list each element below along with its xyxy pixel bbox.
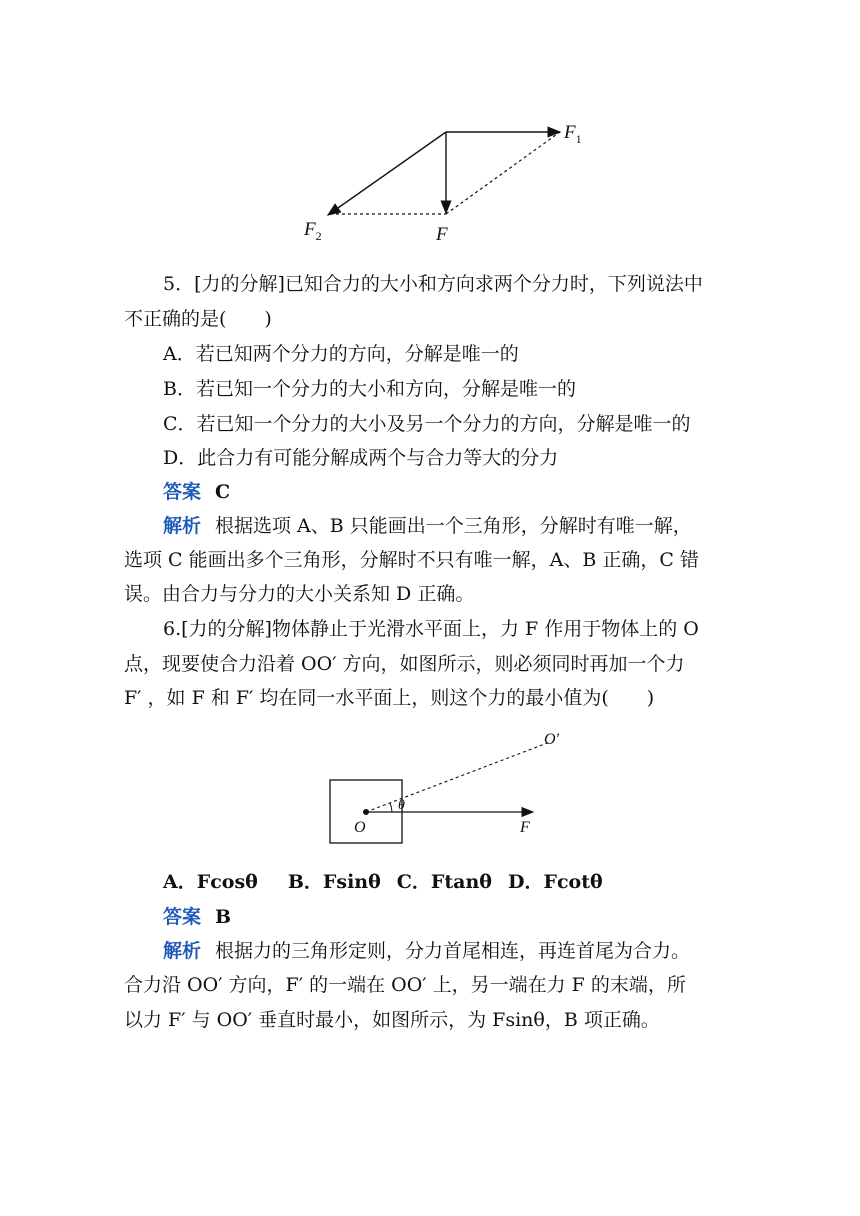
dashed-diagonal [446, 132, 560, 214]
dashed-oo-prime [366, 742, 550, 812]
q5-answer-value: C [215, 481, 231, 503]
label-force-f: F [520, 819, 530, 836]
q5-stem-line1: 5．[力的分解]已知合力的大小和方向求两个分力时，下列说法中 [163, 273, 703, 295]
q5-stem-line2: 不正确的是( ) [124, 308, 272, 330]
q6-stem-line2: 点，现要使合力沿着 OO′ 方向，如图所示，则必须同时再加一个力 [124, 653, 685, 675]
q6-option-c: C．Ftanθ [396, 871, 492, 893]
label-f: F [436, 224, 448, 245]
label-f2: $F_2$ [304, 219, 322, 243]
q6-analysis-text1: 根据力的三角形定则，分力首尾相连，再连首尾为合力。 [215, 940, 691, 962]
q5-option-c: C．若已知一个分力的大小及另一个分力的方向，分解是唯一的 [163, 413, 691, 435]
arrow-f2 [328, 132, 446, 215]
q6-analysis-line1 [163, 939, 783, 963]
q6-option-a: A．Fcosθ [163, 871, 258, 893]
q5-analysis-text1: 根据选项 A、B 只能画出一个三角形，分解时有唯一解， [215, 515, 692, 537]
q5-option-a: A．若已知两个分力的方向，分解是唯一的 [163, 343, 519, 365]
q6-answer-value: B [215, 906, 232, 928]
q5-answer [163, 480, 783, 504]
point-o [363, 809, 369, 815]
q6-answer-label: 答案 [163, 906, 202, 928]
q5-analysis-line3: 误。由合力与分力的大小关系知 D 正确。 [124, 583, 475, 605]
label-f1: $F_1$ [564, 122, 582, 146]
q6-answer [163, 905, 783, 929]
q6-analysis-line3: 以力 F′ 与 OO′ 垂直时最小，如图所示，为 Fsinθ，B 项正确。 [124, 1009, 660, 1031]
label-theta: θ [398, 798, 405, 813]
label-o: O [354, 819, 366, 836]
q6-stem-line3: F′ ，如 F 和 F′ 均在同一水平面上，则这个力的最小值为( ) [124, 687, 655, 709]
q6-analysis-label: 解析 [163, 940, 202, 962]
force-parallelogram-figure [290, 105, 610, 255]
angle-arc [390, 803, 392, 812]
q5-analysis-line2: 选项 C 能画出多个三角形，分解时不只有唯一解，A、B 正确，C 错 [124, 549, 699, 571]
label-o-prime: O′ [544, 731, 560, 748]
q5-option-d: D．此合力有可能分解成两个与合力等大的分力 [163, 447, 559, 469]
q5-answer-label: 答案 [163, 481, 202, 503]
q6-option-d: D．Fcotθ [507, 871, 603, 893]
q5-analysis-label: 解析 [163, 515, 202, 537]
q6-analysis-line2: 合力沿 OO′ 方向，F′ 的一端在 OO′ 上，另一端在力 F 的末端，所 [124, 974, 686, 996]
q6-options [163, 870, 783, 894]
q5-option-b: B．若已知一个分力的大小和方向，分解是唯一的 [163, 378, 576, 400]
q5-analysis-line1 [163, 514, 783, 538]
q6-option-b: B．Fsinθ [287, 871, 381, 893]
q6-stem-line1: 6.[力的分解]物体静止于光滑水平面上，力 F 作用于物体上的 O [163, 618, 699, 640]
block-force-figure [318, 722, 588, 852]
